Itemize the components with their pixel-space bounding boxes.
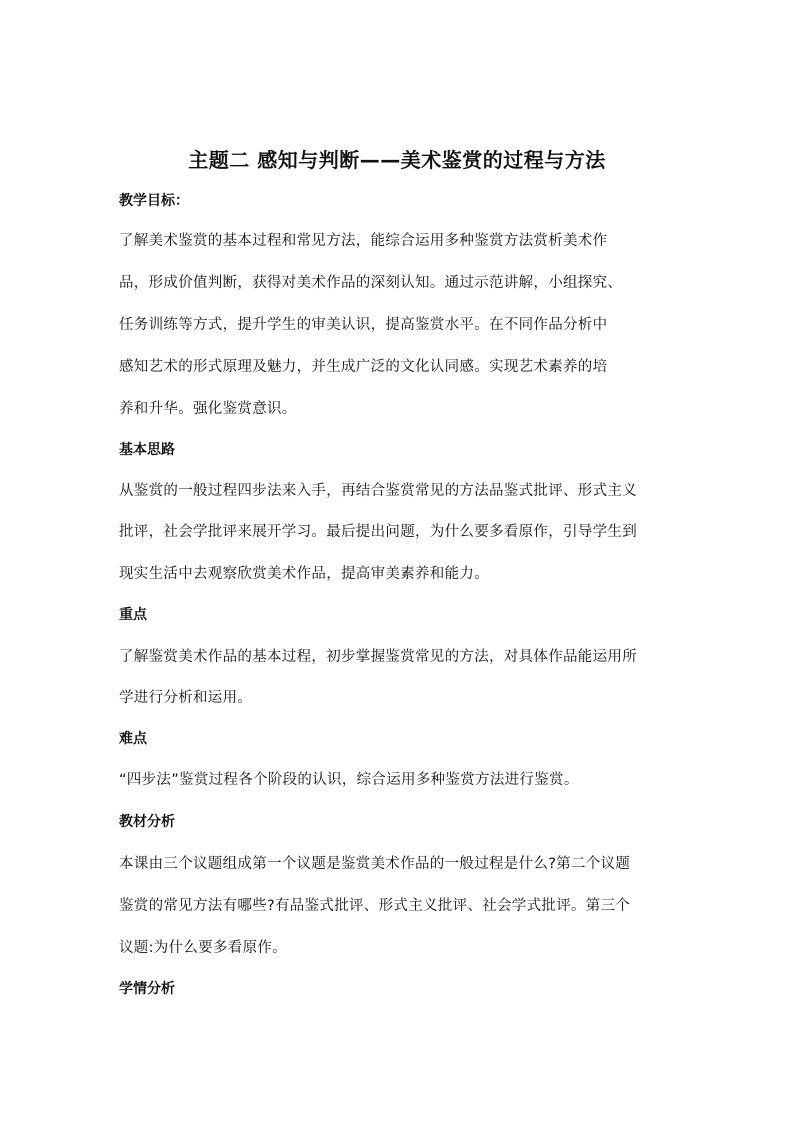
paragraph-line: 了解鉴赏美术作品的基本过程，初步掌握鉴赏常见的方法，对具体作品能运用所 — [119, 649, 637, 665]
paragraph-line: 鉴赏的常见方法有哪些?有品鉴式批评、形式主义批评、社会学式批评。第三个 — [119, 898, 631, 914]
paragraph-line: 现实生活中去观察欣赏美术作品，提高审美素养和能力。 — [119, 566, 489, 582]
section-heading-textbook-analysis: 教材分析 — [119, 814, 175, 830]
paragraph-line: 学进行分析和运用。 — [119, 690, 253, 706]
paragraph-line: “四步法”鉴赏过程各个阶段的认识，综合运用多种鉴赏方法进行鉴赏。 — [119, 772, 579, 788]
paragraph-line: 议题:为什么要多看原作。 — [119, 940, 287, 956]
paragraph-line: 了解美术鉴赏的基本过程和常见方法，能综合运用多种鉴赏方法赏析美术作 — [119, 233, 608, 249]
section-heading-student-analysis: 学情分析 — [119, 981, 175, 997]
paragraph-line: 品，形成价值判断，获得对美术作品的深刻认知。通过示范讲解，小组探究、 — [119, 275, 623, 291]
section-heading-teaching-goals: 教学目标： — [119, 193, 189, 209]
paragraph-line: 养和升华。强化鉴赏意识。 — [119, 401, 297, 417]
paragraph-line: 任务训练等方式，提升学生的审美认识，提高鉴赏水平。在不同作品分析中 — [119, 317, 608, 333]
document-title: 主题二 感知与判断——美术鉴赏的过程与方法 — [188, 148, 606, 172]
section-heading-basic-approach: 基本思路 — [119, 442, 175, 458]
paragraph-line: 本课由三个议题组成第一个议题是鉴赏美术作品的一般过程是什么?第二个议题 — [119, 856, 631, 872]
paragraph-line: 批评，社会学批评来展开学习。最后提出问题，为什么要多看原作，引导学生到 — [119, 524, 637, 540]
section-heading-difficulties: 难点 — [119, 731, 147, 747]
section-heading-key-points: 重点 — [119, 607, 147, 623]
paragraph-line: 感知艺术的形式原理及魅力，并生成广泛的文化认同感。实现艺术素养的培 — [119, 359, 608, 375]
paragraph-line: 从鉴赏的一般过程四步法来入手，再结合鉴赏常见的方法品鉴式批评、形式主义 — [119, 483, 637, 499]
